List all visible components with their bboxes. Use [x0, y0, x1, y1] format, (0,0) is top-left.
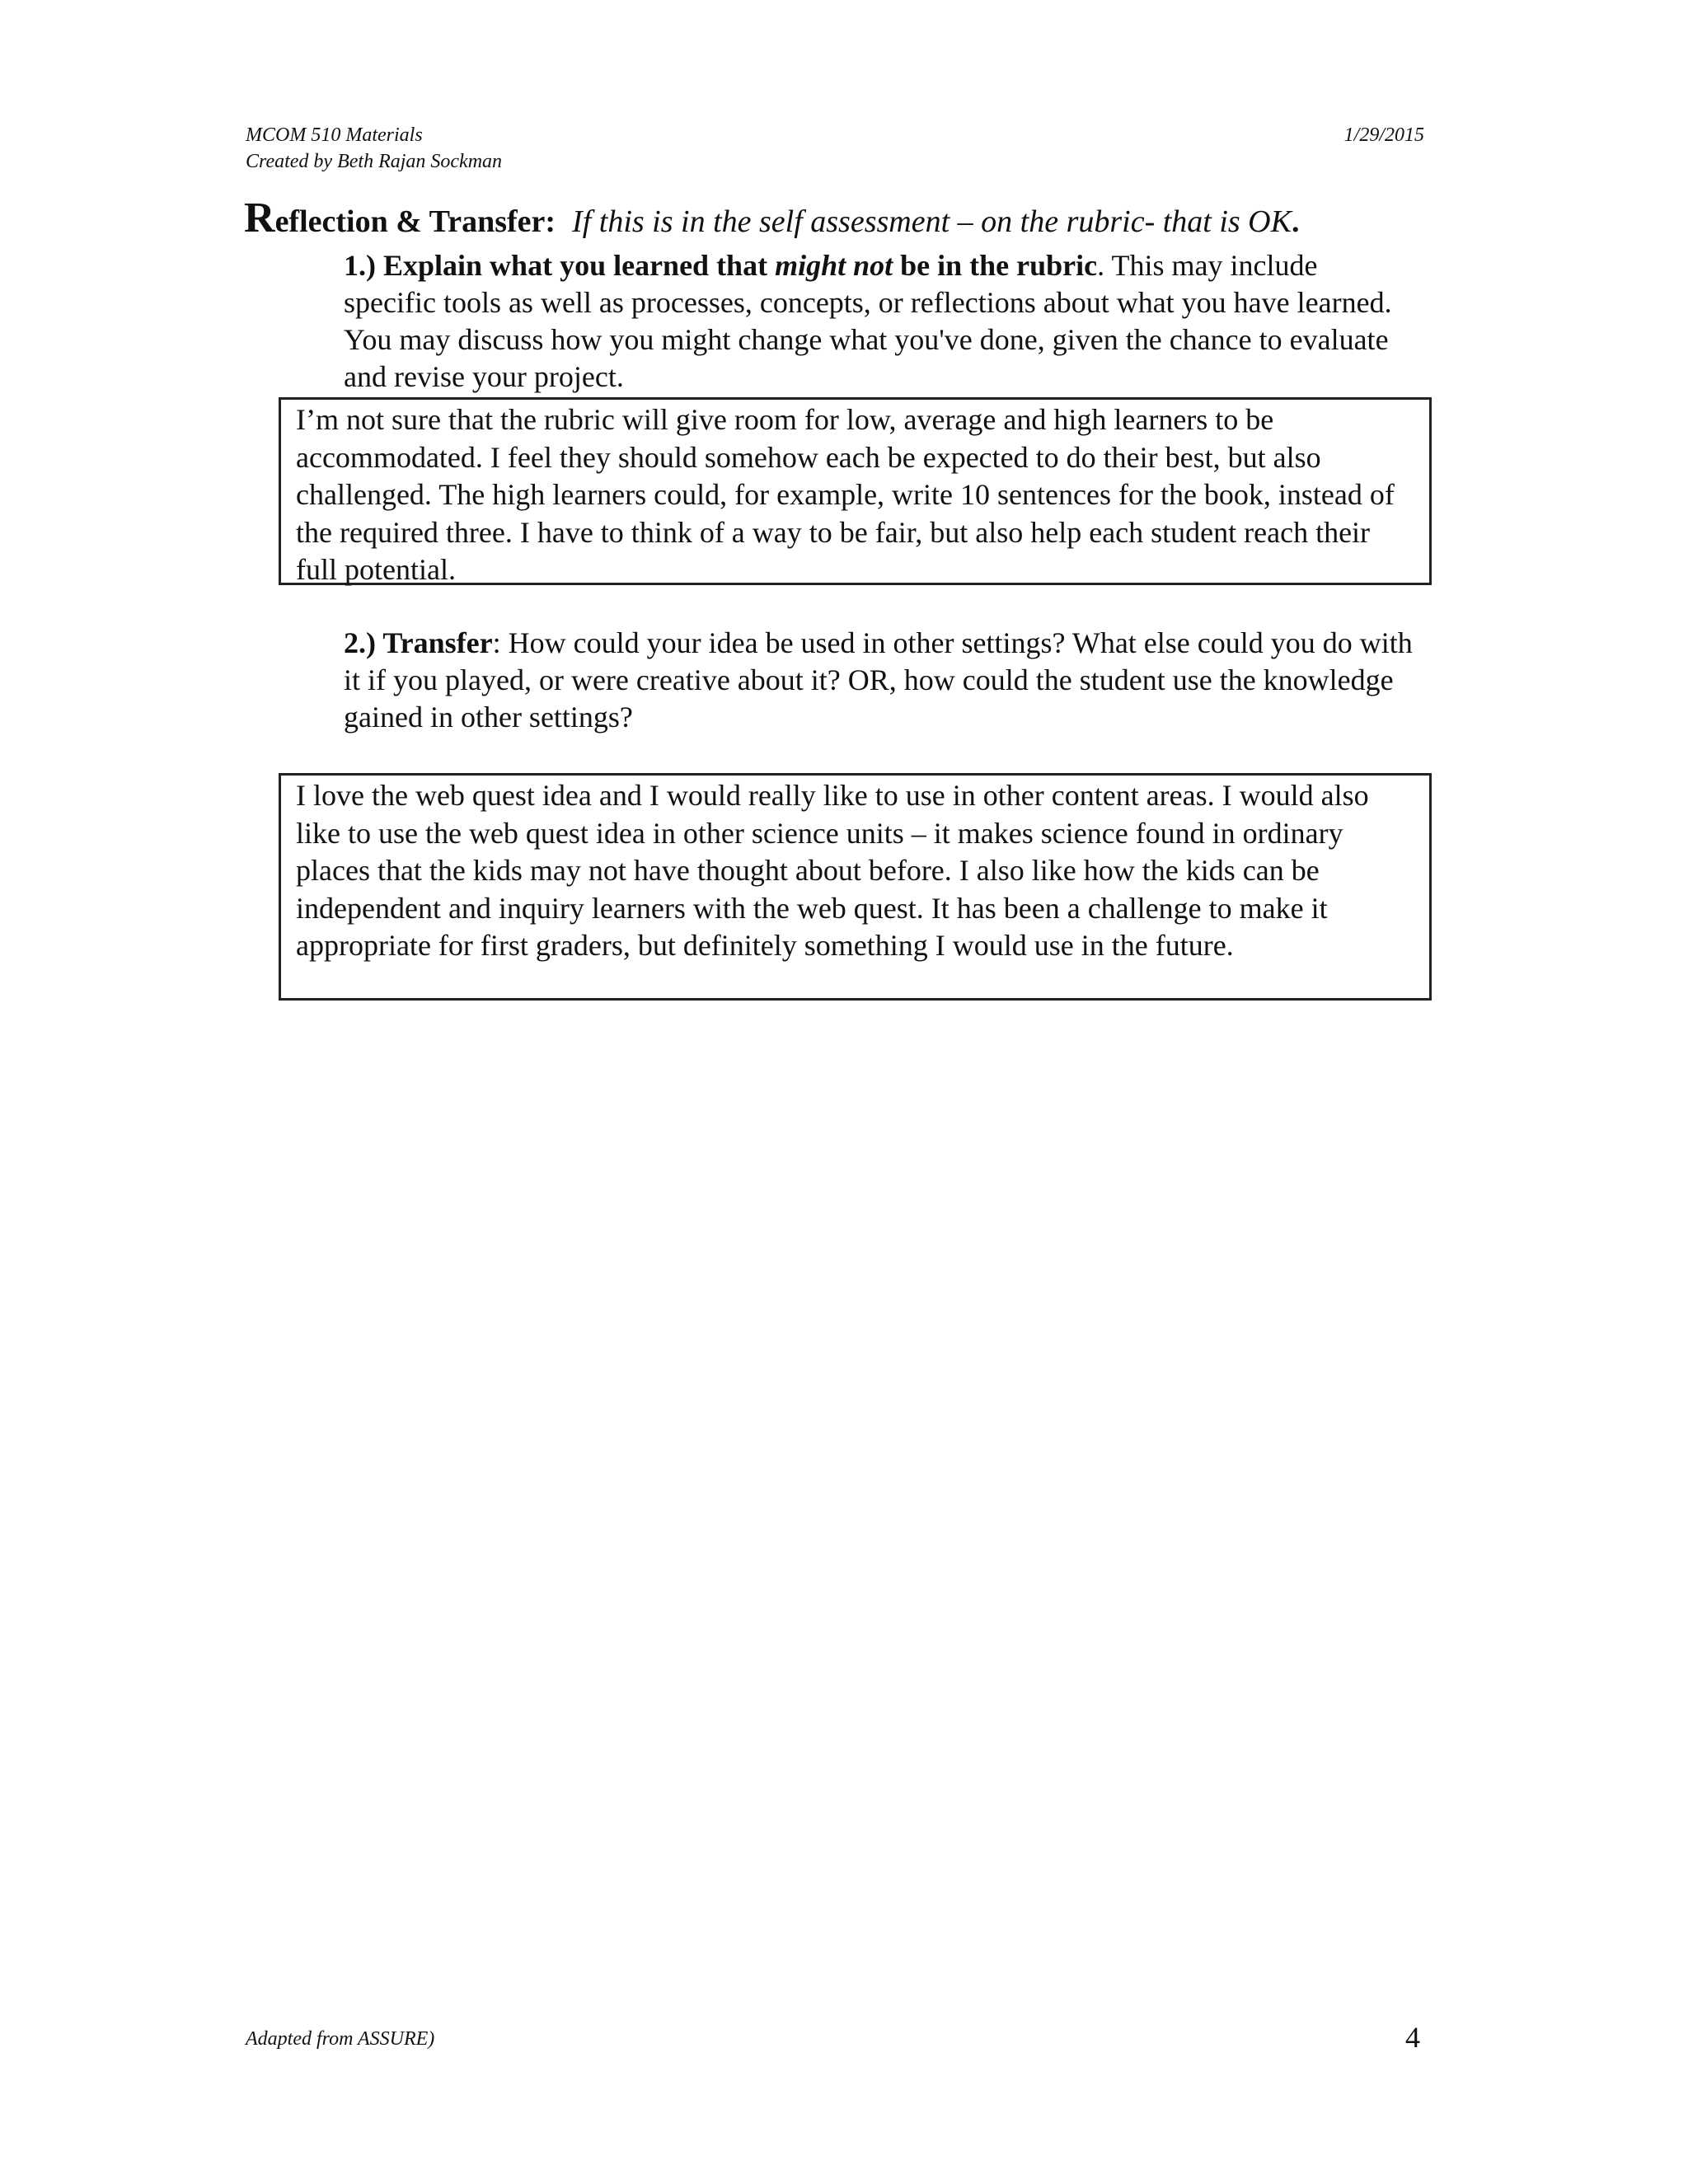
question-1-lead-end: be in the rubric: [893, 249, 1098, 282]
heading-note: If this is in the self assessment – on the rubric- that is OK: [572, 204, 1292, 239]
heading-initial: R: [244, 194, 275, 241]
question-2-body: : How could your idea be used in other settings? What else could you do with it if you played, or were creative about it? OR, how could the student use the knowledge gained in other settings?: [344, 626, 1413, 733]
page-number: 4: [1405, 2021, 1420, 2054]
answer-1-box: I’m not sure that the rubric will give room for low, average and high learners to be accommodated. I feel they should somehow each be expected to do their best, but also challenged. The high learners could, for example, write 10 sentences for the book, instead of the required three. I have to think of a way to be fair, but also help each student reach their full potential.: [279, 397, 1432, 585]
footer-source: Adapted from ASSURE): [246, 2028, 435, 2050]
question-2-label: Transfer: [382, 626, 493, 659]
answer-2-box: I love the web quest idea and I would really like to use in other content areas. I would also like to use the web quest idea in other science units – it makes science found in ordinary places that the kids may not have thought about before. I also like how the kids can be independent and inquiry learners with the web quest. It has been a challenge to make it appropriate for first graders, but definitely something I would use in the future.: [279, 773, 1432, 1001]
author-line: Created by Beth Rajan Sockman: [246, 151, 503, 172]
question-2: [344, 625, 1415, 736]
header-date: 1/29/2015: [1343, 124, 1424, 146]
question-1-body: . This may include specific tools as well as processes, concepts, or reflections about what you have learned. You may discuss how you might change what you've done, given the chance to evaluate and revise your project.: [344, 249, 1392, 393]
header-left: [246, 122, 502, 175]
section-heading: [244, 194, 1300, 241]
question-1-emphasis: might not: [775, 249, 893, 282]
question-1: [344, 247, 1415, 396]
question-2-number: 2.): [344, 626, 383, 659]
course-title: MCOM 510 Materials: [246, 124, 423, 146]
question-1-lead: Explain what you learned that: [383, 249, 776, 282]
heading-note-end: .: [1291, 204, 1300, 239]
question-1-number: 1.): [344, 249, 383, 282]
heading-title: eflection & Transfer:: [274, 204, 556, 239]
